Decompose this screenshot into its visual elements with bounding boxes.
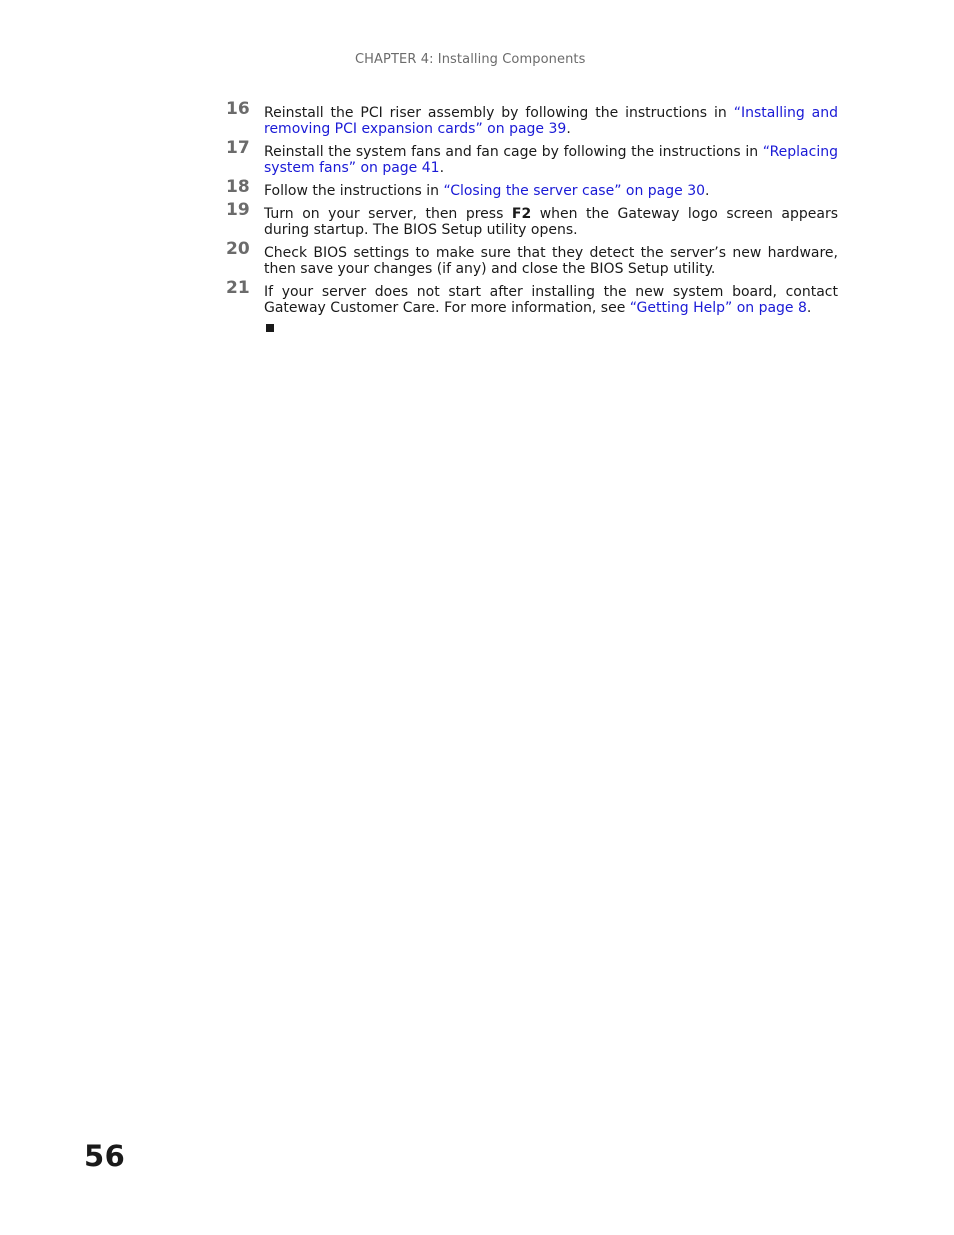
- steps-list: [226, 99, 839, 323]
- link-replacing-system-fans[interactable]: “Replacing system fans” on page 41: [264, 144, 838, 176]
- step-number: 19: [226, 200, 250, 220]
- link-getting-help[interactable]: “Getting Help” on page 8: [629, 300, 807, 316]
- step-number: 21: [226, 278, 250, 298]
- step-text-post: .: [806, 300, 812, 316]
- step-text-post: .: [705, 183, 710, 199]
- step-text-pre: Turn on your server, then press: [264, 206, 512, 222]
- step-text: Check BIOS settings to make sure that they detect the server’s new hardware, then save your changes (if any) and close the BIOS Setup utility.: [264, 245, 838, 277]
- step-text-pre: Reinstall the system fans and fan cage by following the instructions in: [264, 144, 763, 160]
- step-number: 20: [226, 239, 250, 259]
- step-text: [264, 284, 838, 316]
- page-number: 56: [84, 1139, 126, 1173]
- running-header: CHAPTER 4: Installing Components: [355, 52, 586, 67]
- step-text: [264, 206, 838, 238]
- step-text: [264, 183, 709, 199]
- step-number: 17: [226, 138, 250, 158]
- step-text-post: .: [566, 121, 571, 137]
- step-text: [264, 144, 838, 176]
- link-closing-server-case[interactable]: “Closing the server case” on page 30: [443, 183, 706, 199]
- step-18: [226, 177, 838, 199]
- step-text: [264, 105, 838, 137]
- step-text-pre: Follow the instructions in: [264, 183, 444, 199]
- step-16: [226, 99, 839, 137]
- step-number: 18: [226, 177, 250, 197]
- link-installing-pci-cards[interactable]: “Installing and removing PCI expansion cards” on page 39: [264, 105, 839, 137]
- step-text-post: when the Gateway logo screen appears during startup. The BIOS Setup utility opens.: [264, 206, 839, 238]
- step-19: [226, 200, 839, 238]
- step-21: [226, 278, 838, 316]
- key-f2: F2: [511, 206, 532, 222]
- step-20: [226, 239, 838, 277]
- step-text-pre: If your server does not start after installing the new system board, contact Gateway Customer Care. For more information, see: [264, 284, 838, 316]
- step-text-post: .: [439, 160, 445, 176]
- step-text-pre: Reinstall the PCI riser assembly by following the instructions in: [264, 105, 734, 121]
- step-17: [226, 138, 838, 176]
- end-of-section-square-icon: [266, 324, 274, 332]
- step-number: 16: [226, 99, 250, 119]
